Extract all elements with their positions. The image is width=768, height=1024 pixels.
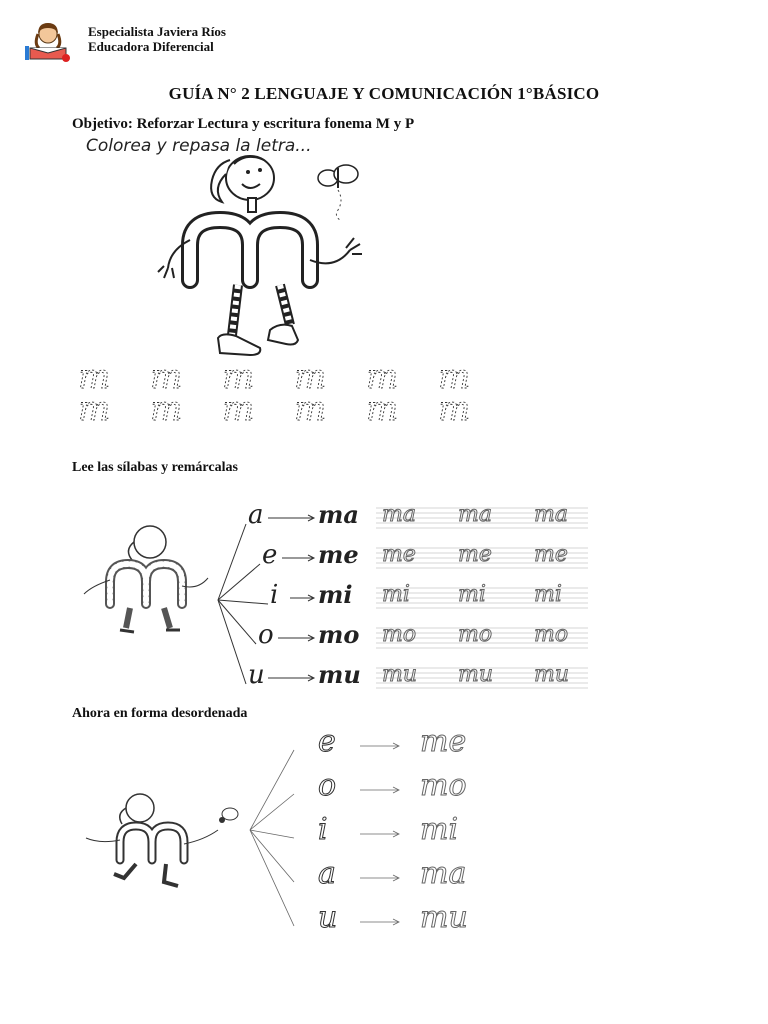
trace-syllable: mi [420, 812, 459, 847]
objective-text: Objetivo: Reforzar Lectura y escritura fonema M y P [72, 116, 415, 132]
practice-m-letter: m [222, 389, 255, 429]
section-label-read-syllables: Lee las sílabas y remárcalas [72, 460, 238, 475]
vowel-label: u [318, 900, 338, 935]
trace-syllable: mu [382, 662, 418, 687]
vowel-label: e [318, 724, 336, 759]
fan-connector-line [250, 830, 294, 838]
practice-m-letter: m [150, 357, 183, 397]
trace-syllable: ma [382, 502, 416, 527]
fan-connector-line [218, 600, 256, 644]
trace-syllable: ma [420, 856, 467, 891]
author-role: Educadora Diferencial [88, 39, 214, 54]
running-m-character-illustration [80, 790, 250, 890]
trace-syllable: ma [534, 502, 568, 527]
vowel-label: o [258, 620, 274, 650]
fan-connector-line [218, 600, 268, 604]
vowel-label: a [318, 856, 336, 891]
vowel-label: a [248, 500, 264, 530]
trace-syllable: mo [420, 768, 467, 803]
section-label-unordered: Ahora en forma desordenada [72, 706, 248, 721]
fan-connector-line [250, 830, 294, 926]
trace-syllable: mi [534, 582, 562, 607]
trace-syllable: mu [420, 900, 468, 935]
trace-syllable: me [534, 542, 568, 567]
vowel-label: u [248, 660, 265, 690]
page-title: GUÍA N° 2 LENGUAJE Y COMUNICACIÓN 1°BÁSICO [168, 84, 600, 103]
author-name: Especialista Javiera Ríos [88, 24, 226, 39]
practice-m-letter: m [438, 357, 471, 397]
practice-m-letter: m [150, 389, 183, 429]
syllable-label: ma [318, 500, 359, 529]
fan-connector-line [250, 830, 294, 882]
fan-connector-line [250, 794, 294, 830]
syllable-label: me [318, 540, 359, 569]
trace-syllable: ma [458, 502, 492, 527]
practice-m-letter: m [294, 389, 327, 429]
syllable-label: mi [318, 580, 353, 609]
trace-syllable: mu [458, 662, 494, 687]
trace-syllable: mo [458, 622, 493, 647]
vowel-label: o [318, 768, 337, 803]
vowel-label: i [270, 580, 279, 610]
practice-m-letter: m [366, 389, 399, 429]
trace-syllable: mo [534, 622, 569, 647]
trace-syllable: mi [382, 582, 410, 607]
trace-syllable: mo [382, 622, 417, 647]
vowel-label: e [262, 540, 278, 570]
practice-m-letter: m [222, 357, 255, 397]
syllable-label: mu [318, 660, 361, 689]
trace-syllable: me [382, 542, 416, 567]
practice-m-letter: m [78, 357, 111, 397]
practice-m-letter: m [294, 357, 327, 397]
fan-connector-line [250, 750, 294, 830]
practice-m-letter: m [438, 389, 471, 429]
practice-m-letter: m [78, 389, 111, 429]
vowel-label: i [318, 812, 328, 847]
trace-syllable: mu [534, 662, 570, 687]
fan-connector-line [218, 600, 246, 684]
trace-syllable: mi [458, 582, 486, 607]
practice-m-letter: m [366, 357, 399, 397]
syllable-label: mo [318, 620, 360, 649]
handwritten-instruction: Colorea y repasa la letra... [86, 136, 312, 156]
trace-syllable: me [458, 542, 492, 567]
trace-syllable: me [420, 724, 467, 759]
